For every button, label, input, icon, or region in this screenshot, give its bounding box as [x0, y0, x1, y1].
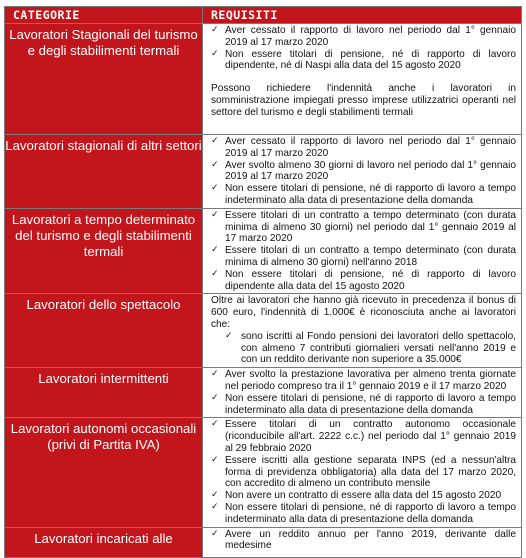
table-row — [5, 368, 522, 418]
check-mark-icon: ✓ — [211, 245, 219, 256]
list-item — [211, 369, 516, 393]
requirement-text: Essere titolari di un contratto autonomo occasionale (riconducibile all'art. 2222 c.c.) nel periodo dal 1° gennaio 2019 al 29 febbraio 2020 — [225, 419, 516, 454]
check-mark-icon: ✓ — [211, 209, 219, 220]
table-row — [5, 208, 522, 294]
requirements-list — [211, 419, 516, 525]
list-item — [211, 49, 516, 73]
list-item — [211, 245, 516, 269]
requirement-text: Aver svolto la prestazione lavorativa per almeno trenta giornate nel periodo compreso tra il 1° gennaio 2019 e il 17 marzo 2020 — [225, 369, 516, 392]
requirement-text: Non avere un contratto di essere alla data del 15 agosto 2020 — [225, 490, 502, 502]
requirement-text: Essere iscritti alla gestione separata INPS (ed a nessun'altra forma di previdenza obbligatoria) alla data del 17 marzo 2020, con accredito di almeno un contributo mensile — [225, 454, 516, 490]
category-cell: Lavoratori a tempo determinato del turismo e degli stabilimenti termali — [5, 208, 203, 294]
requirement-text: Non essere titolari di pensione, né di rapporto di lavoro a tempo indeterminato alla data di presentazione della domanda — [225, 183, 516, 206]
requirements-list — [211, 369, 516, 416]
note-text: Possono richiedere l'indennità anche i lavoratori in somministrazione impiegati presso imprese utilizzatrici operanti nel settore del turismo e degli stabilimenti termali — [211, 83, 516, 118]
table-header-row — [5, 7, 522, 24]
category-cell: Lavoratori dello spettacolo — [5, 294, 203, 368]
check-mark-icon: ✓ — [211, 159, 219, 170]
requirements-cell — [203, 418, 522, 527]
requirements-list — [211, 529, 516, 553]
requirement-text: Aver svolto almeno 30 giorni di lavoro nel periodo dal 1° gennaio 2019 al 17 marzo 2020 — [225, 159, 516, 183]
requirements-table — [4, 6, 522, 558]
check-mark-icon: ✓ — [211, 25, 219, 35]
table-row — [5, 135, 522, 209]
category-cell: Lavoratori intermittenti — [5, 368, 203, 418]
requirements-cell — [203, 527, 522, 557]
check-mark-icon: ✓ — [211, 419, 219, 430]
requirements-cell — [203, 294, 522, 368]
requirement-text: Non essere titolari di pensione, né di rapporto di lavoro a tempo indeterminato alla data di presentazione della domanda — [225, 501, 516, 525]
table-row — [5, 24, 522, 135]
requirements-list — [211, 136, 516, 207]
check-mark-icon: ✓ — [211, 136, 219, 146]
check-mark-icon: ✓ — [211, 369, 219, 380]
requirements-list — [211, 210, 516, 293]
table-row — [5, 294, 522, 368]
intro-text: Oltre ai lavoratori che hanno già ricevuto in precedenza il bonus di 600 euro, l'indennità di 1.000€ è riconosciuta anche ai lavoratori che: — [211, 295, 516, 330]
category-cell: Lavoratori incaricati alle — [5, 527, 203, 557]
header-requisiti: REQUISITI — [203, 7, 522, 24]
list-item — [211, 419, 516, 454]
category-cell: Lavoratori stagionali di altri settori — [5, 135, 203, 209]
category-cell: Lavoratori Stagionali del turismo e degli stabilimenti termali — [5, 24, 203, 135]
requirement-text: Essere titolari di un contratto a tempo determinato (con durata minima di almeno 30 giorni) nel periodo dal 1° gennaio 2019 al 17 marzo 2020 — [225, 209, 516, 245]
requirement-text: Aver cessato il rapporto di lavoro nel periodo dal 1° gennaio 2019 al 17 marzo 2020 — [225, 25, 516, 48]
requirements-list — [211, 331, 516, 366]
check-mark-icon: ✓ — [211, 501, 219, 512]
category-cell: Lavoratori autonomi occasionali (privi di Partita IVA) — [5, 418, 203, 527]
requirement-text: Avere un reddito annuo per l'anno 2019, derivante dalle medesime — [225, 528, 516, 552]
check-mark-icon: ✓ — [225, 330, 233, 341]
requirement-text: Aver cessato il rapporto di lavoro nel periodo dal 1° gennaio 2019 al 17 marzo 2020 — [225, 136, 516, 159]
list-item — [211, 136, 516, 160]
list-item — [211, 25, 516, 49]
list-item — [211, 210, 516, 245]
check-mark-icon: ✓ — [211, 454, 219, 465]
check-mark-icon: ✓ — [211, 183, 219, 194]
requirements-cell — [203, 368, 522, 418]
list-item — [211, 331, 516, 366]
table-row — [5, 527, 522, 557]
list-item — [211, 490, 516, 502]
requirements-table-wrapper — [4, 6, 522, 558]
list-item — [211, 183, 516, 207]
check-mark-icon: ✓ — [211, 490, 219, 501]
requirements-list — [211, 25, 516, 72]
requirement-text: sono iscritti al Fondo pensioni dei lavoratori dello spettacolo, con almeno 7 contributi giornalieri versati nell'anno 2019 e con un reddito derivante non superiore a 35.000€ — [241, 330, 516, 366]
list-item — [211, 455, 516, 490]
requirement-text: Non essere titolari di pensione, né di rapporto di lavoro dipendente, né di Naspi alla data del 15 agosto 2020 — [225, 48, 516, 72]
table-row — [5, 418, 522, 527]
check-mark-icon: ✓ — [211, 48, 219, 59]
check-mark-icon: ✓ — [211, 528, 219, 539]
list-item — [211, 269, 516, 293]
header-categorie: CATEGORIE — [5, 7, 203, 24]
requirements-cell — [203, 24, 522, 135]
requirement-text: Essere titolari di un contratto a tempo determinato (con durata minima di almeno 30 giorni) nell'anno 2018 — [225, 245, 516, 268]
list-item — [211, 160, 516, 184]
list-item — [211, 502, 516, 526]
check-mark-icon: ✓ — [211, 392, 219, 403]
list-item — [211, 393, 516, 417]
requirement-text: Non essere titolari di pensione, né di rapporto di lavoro a tempo indeterminato alla data di presentazione della domanda — [225, 392, 516, 416]
requirements-cell — [203, 135, 522, 209]
check-mark-icon: ✓ — [211, 268, 219, 279]
requirements-cell — [203, 208, 522, 294]
list-item — [211, 529, 516, 553]
requirement-text: Non essere titolari di pensione, né di rapporto di lavoro dipendente alla data del 15 agosto 2020 — [225, 268, 516, 292]
